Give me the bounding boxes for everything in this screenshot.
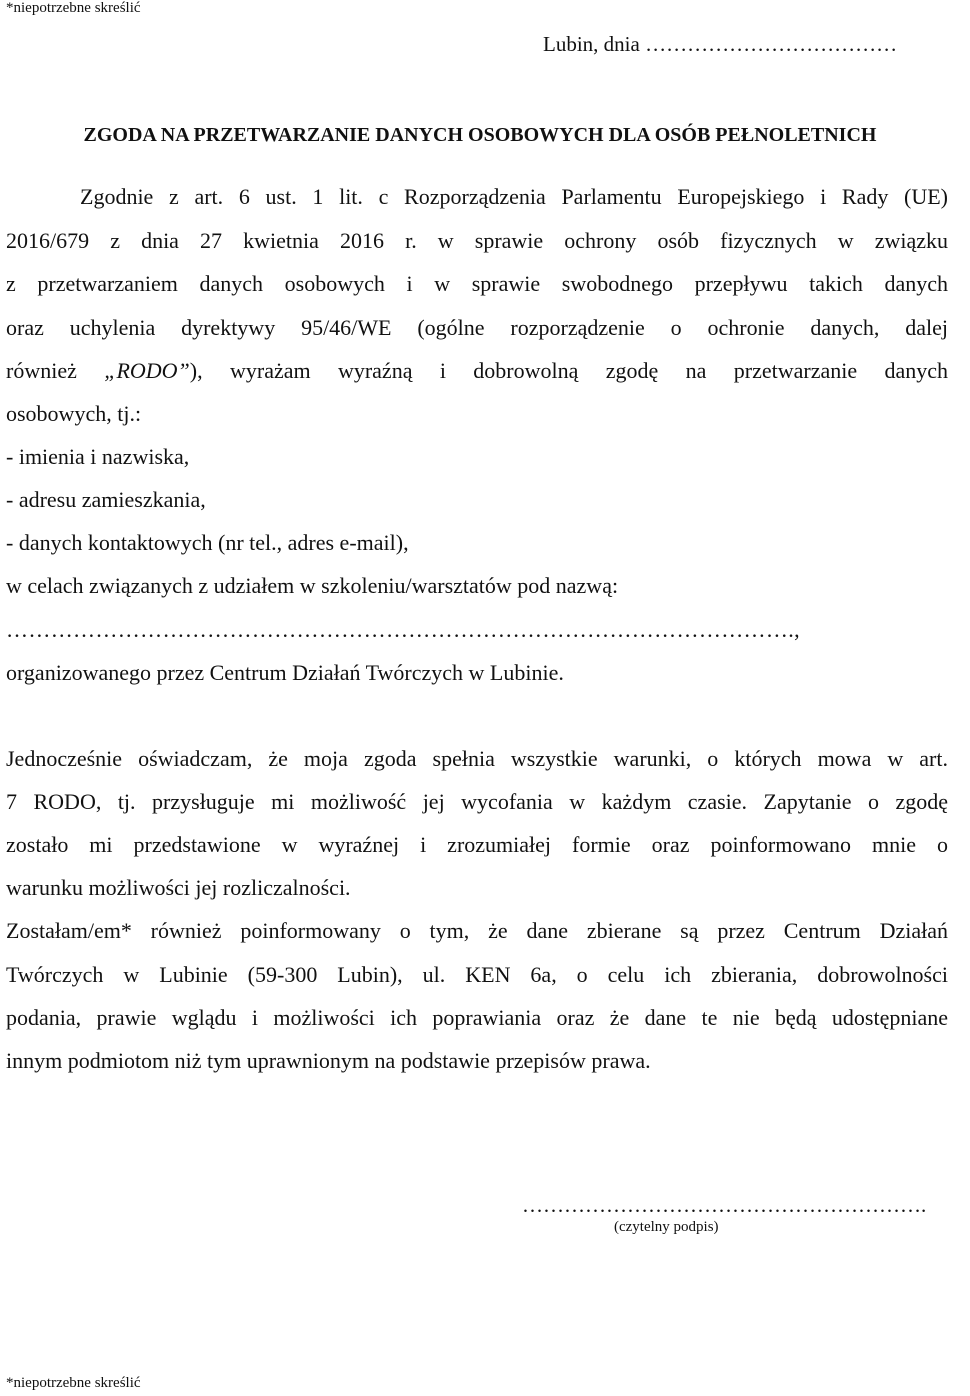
list-item: - danych kontaktowych (nr tel., adres e-mail), (6, 530, 409, 555)
p2-line: zostało mi przedstawione w wyraźnej i zrozumiałej formie oraz poinformowano mnie o (6, 832, 948, 857)
text: ), wyrażam wyraźną i dobrowolną zgodę na przetwarzanie danych (189, 358, 948, 383)
p1-line (6, 357, 948, 385)
p1-line: Zgodnie z art. 6 ust. 1 lit. c Rozporządzenia Parlamentu Europejskiego i Rady (UE) (80, 184, 948, 209)
training-name-blank: ……………………………………………………………………………………………., (6, 617, 800, 642)
document-title: ZGODA NA PRZETWARZANIE DANYCH OSOBOWYCH DLA OSÓB PEŁNOLETNICH (83, 124, 877, 146)
list-item: - adresu zamieszkania, (6, 487, 206, 512)
p2-line: Jednocześnie oświadczam, że moja zgoda spełnia wszystkie warunki, o których mowa w art. (6, 746, 948, 771)
p3-line: podania, prawie wglądu i możliwości ich poprawiania oraz że dane te nie będą udostępniane (6, 1005, 948, 1030)
p2-line: warunku możliwości jej rozliczalności. (6, 875, 351, 900)
p3-line: Zostałam/em* również poinformowany o tym, że dane zbierane są przez Centrum Działań (6, 918, 948, 943)
place-date: Lubin, dnia ……………………………… (543, 32, 898, 56)
p2-line: 7 RODO, tj. przysługuje mi możliwość jej wycofania w każdym czasie. Zapytanie o zgodę (6, 789, 948, 814)
rodo-term: „RODO” (104, 358, 190, 383)
p1-line: osobowych, tj.: (6, 401, 142, 426)
signature-label: (czytelny podpis) (614, 1219, 719, 1235)
p1-line: oraz uchylenia dyrektywy 95/46/WE (ogólne rozporządzenie o ochronie danych, dalej (6, 315, 948, 340)
p1-line: z przetwarzaniem danych osobowych i w sprawie swobodnego przepływu takich danych (6, 271, 948, 296)
purpose-text: w celach związanych z udziałem w szkoleniu/warsztatów pod nazwą: (6, 573, 619, 598)
p3-line: Twórczych w Lubinie (59-300 Lubin), ul. KEN 6a, o celu ich zbierania, dobrowolności (6, 962, 948, 987)
list-item: - imienia i nazwiska, (6, 444, 190, 469)
footnote-bottom: *niepotrzebne skreślić (6, 1375, 141, 1391)
text: również (6, 358, 105, 383)
signature-line: …………………………………………………. (522, 1193, 927, 1217)
organizer-text: organizowanego przez Centrum Działań Twórczych w Lubinie. (6, 660, 564, 685)
footnote-top: *niepotrzebne skreślić (6, 0, 141, 16)
p3-line: innym podmiotom niż tym uprawnionym na podstawie przepisów prawa. (6, 1048, 651, 1073)
p1-line: 2016/679 z dnia 27 kwietnia 2016 r. w sprawie ochrony osób fizycznych w związku (6, 228, 948, 253)
